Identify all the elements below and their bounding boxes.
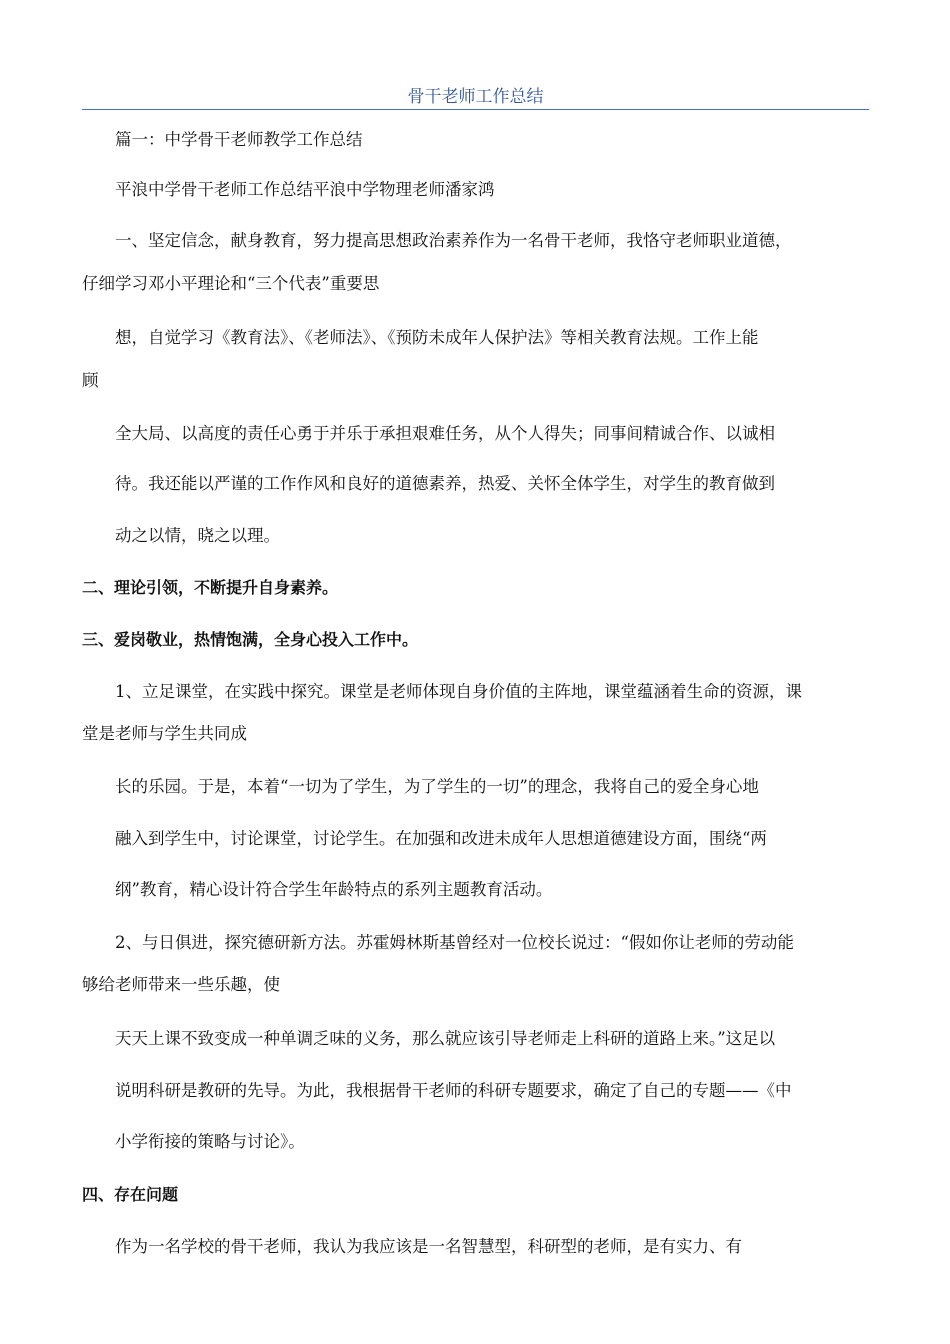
section-heading: 二、理论引领，不断提升自身素养。	[82, 578, 339, 597]
paragraph-line: 长的乐园。于是，本着“一切为了学生，为了学生的一切”的理念，我将自己的爱全身心地	[115, 777, 759, 796]
paragraph-line: 平浪中学骨干老师工作总结平浪中学物理老师潘家鸿	[115, 180, 495, 199]
paragraph-line: 动之以情，晓之以理。	[115, 526, 280, 545]
paragraph-line: 融入到学生中，讨论课堂，讨论学生。在加强和改进未成年人思想道德建设方面，围绕“两	[115, 829, 767, 848]
section-heading: 三、爱岗敬业，热情饱满，全身心投入工作中。	[82, 630, 419, 649]
paragraph-line: 够给老师带来一些乐趣，使	[82, 975, 280, 994]
paragraph-line: 纲”教育，精心设计符合学生年龄特点的系列主题教育活动。	[115, 880, 553, 899]
paragraph-line: 2、与日俱进，探究德研新方法。苏霍姆林斯基曾经对一位校长说过：“假如你让老师的劳动能	[115, 933, 794, 952]
section-heading: 四、存在问题	[82, 1185, 179, 1204]
paragraph-line: 堂是老师与学生共同成	[82, 724, 247, 743]
paragraph-line: 篇一：中学骨干老师教学工作总结	[115, 130, 363, 149]
paragraph-line: 仔细学习邓小平理论和“三个代表”重要思	[82, 274, 380, 293]
paragraph-line: 顾	[82, 371, 99, 390]
paragraph-line: 一、坚定信念，献身教育，努力提高思想政治素养作为一名骨干老师，我恪守老师职业道德，	[115, 231, 792, 250]
paragraph-line: 待。我还能以严谨的工作作风和良好的道德素养，热爱、关怀全体学生，对学生的教育做到	[115, 474, 775, 493]
paragraph-line: 小学衔接的策略与讨论》。	[115, 1132, 305, 1151]
paragraph-line: 想，自觉学习《教育法》、《老师法》、《预防未成年人保护法》等相关教育法规。工作上能	[115, 328, 759, 347]
paragraph-line: 作为一名学校的骨干老师，我认为我应该是一名智慧型，科研型的老师，是有实力、有	[115, 1237, 742, 1256]
paragraph-line: 1、立足课堂，在实践中探究。课堂是老师体现自身价值的主阵地，课堂蕴涵着生命的资源，课	[115, 682, 802, 701]
paragraph-line: 全大局、以高度的责任心勇于并乐于承担艰难任务，从个人得失；同事间精诚合作、以诚相	[115, 424, 775, 443]
paragraph-line: 天天上课不致变成一种单调乏味的义务，那么就应该引导老师走上科研的道路上来。”这足以	[115, 1029, 776, 1048]
paragraph-line: 说明科研是教研的先导。为此，我根据骨干老师的科研专题要求，确定了自己的专题——《中	[115, 1081, 792, 1100]
document-header-title: 骨干老师工作总结	[407, 87, 544, 107]
header-divider	[82, 109, 869, 110]
